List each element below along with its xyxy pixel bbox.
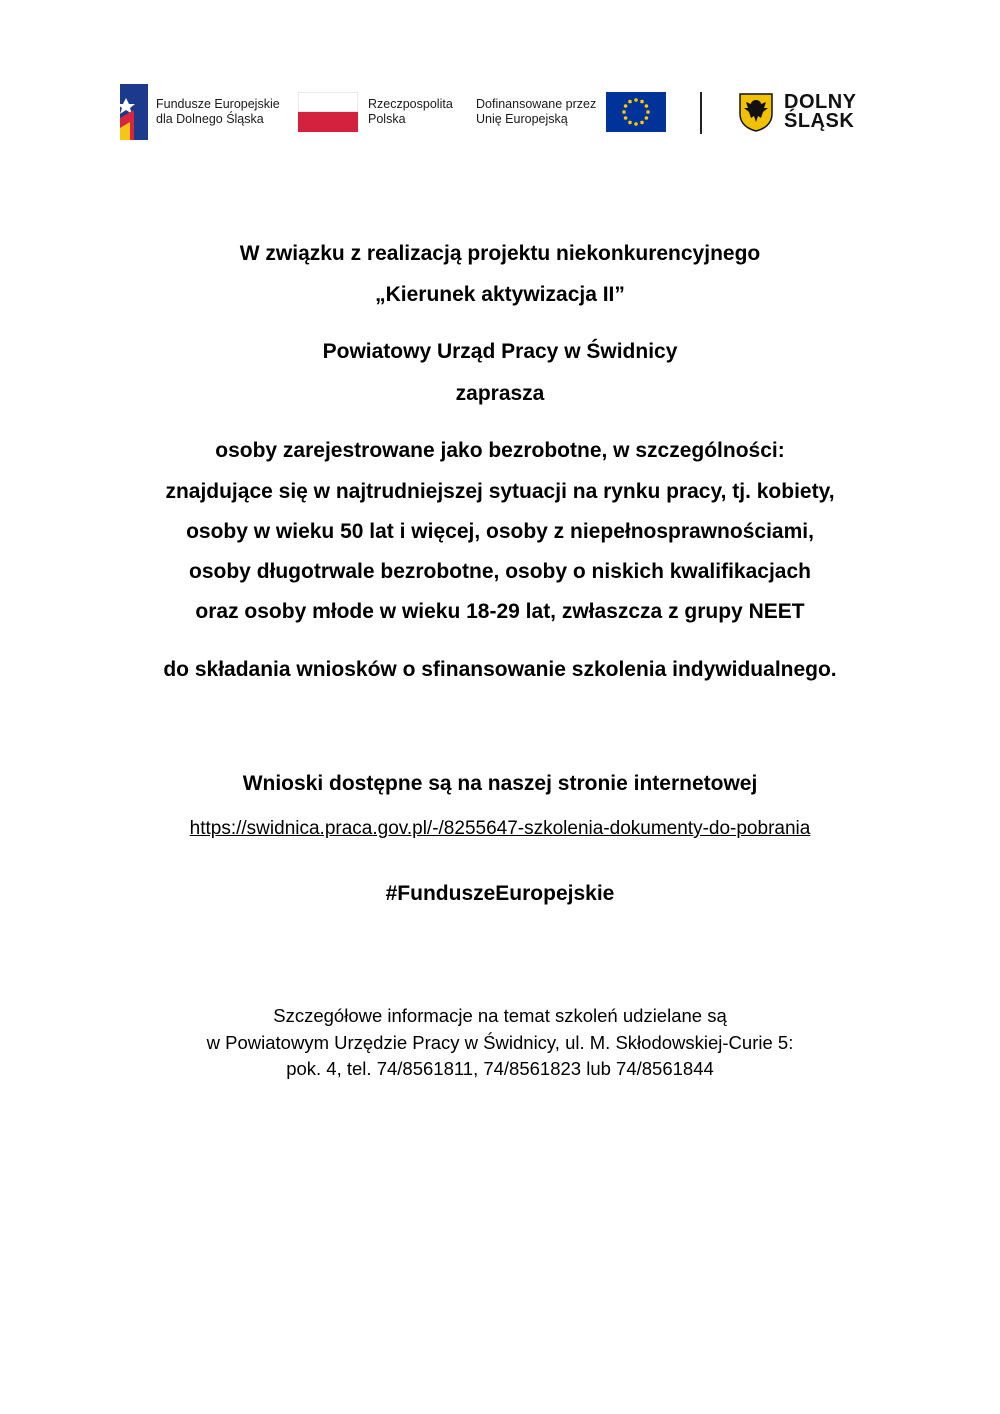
- target-group-line: oraz osoby młode w wieku 18-29 lat, zwłaszcza z grupy NEET: [195, 600, 805, 623]
- applications-link[interactable]: https://swidnica.praca.gov.pl/-/8255647-szkolenia-dokumenty-do-pobrania: [189, 818, 811, 839]
- polish-flag-icon: [298, 92, 358, 132]
- contact-line1: Szczegółowe informacje na temat szkoleń udzielane są: [273, 1005, 727, 1026]
- eu-label-line1: Dofinansowane przez: [476, 97, 597, 111]
- target-group-line: znajdujące się w najtrudniejszej sytuacji na rynku pracy, tj. kobiety,: [165, 480, 835, 503]
- fe-logo: [120, 80, 280, 144]
- logo-bar: [120, 80, 872, 144]
- target-group-line: osoby długotrwale bezrobotne, osoby o niskich kwalifikacjach: [189, 560, 811, 583]
- eu-flag-icon: [606, 92, 666, 132]
- contact-line3: pok. 4, tel. 74/8561811, 74/8561823 lub 74/8561844: [286, 1058, 714, 1079]
- ds-line1: DOLNY: [784, 91, 857, 113]
- project-name: „Kierunek aktywizacja II”: [375, 283, 625, 306]
- target-group-line: osoby w wieku 50 lat i więcej, osoby z niepełnosprawnościami,: [186, 520, 814, 543]
- contact-line2: w Powiatowym Urzędzie Pracy w Świdnicy, ul. M. Skłodowskiej-Curie 5:: [206, 1032, 794, 1053]
- eu-logo: [476, 80, 666, 144]
- purpose-line: do składania wniosków o sfinansowanie szkolenia indywidualnego.: [163, 658, 837, 681]
- eagle-shield-icon: [738, 92, 774, 132]
- applications-heading: Wnioski dostępne są na naszej stronie internetowej: [242, 772, 758, 795]
- fe-label-line1: Fundusze Europejskie: [156, 97, 280, 111]
- eu-label-line2: Unię Europejską: [476, 112, 568, 126]
- ds-line2: ŚLĄSK: [784, 110, 855, 132]
- rp-logo: [298, 80, 453, 144]
- fe-label-line2: dla Dolnego Śląska: [156, 112, 264, 126]
- office-name: Powiatowy Urząd Pracy w Świdnicy: [322, 340, 678, 363]
- invitation-verb: zaprasza: [455, 382, 545, 405]
- target-group-line: osoby zarejestrowane jako bezrobotne, w szczególności:: [215, 439, 785, 462]
- heading-line1: W związku z realizacją projektu niekonkurencyjnego: [239, 242, 761, 265]
- dolny-slask-logo: [738, 80, 857, 144]
- hashtag: #FunduszeEuropejskie: [385, 882, 615, 905]
- rp-label-line2: Polska: [368, 112, 406, 126]
- fe-logo-icon: [120, 84, 148, 140]
- rp-label-line1: Rzeczpospolita: [368, 97, 453, 111]
- logo-separator: [700, 92, 702, 134]
